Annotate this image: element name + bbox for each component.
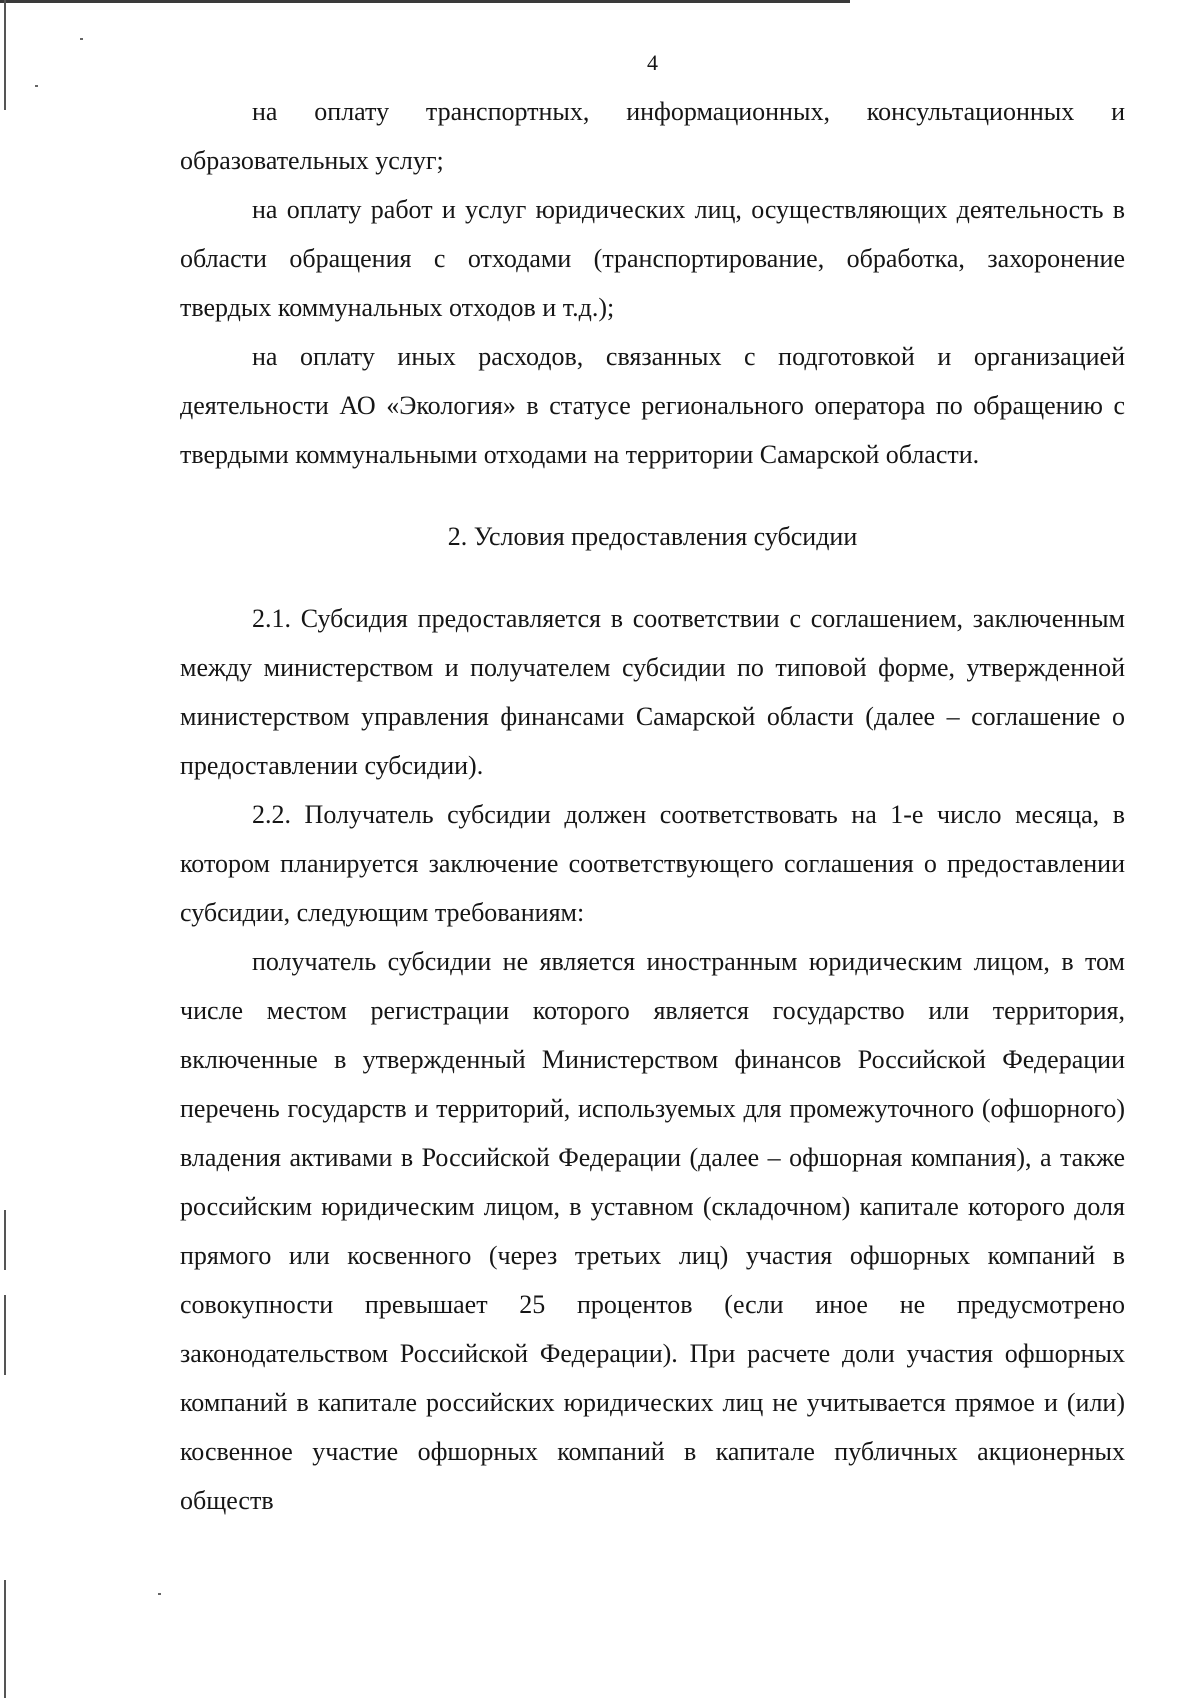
scan-speck [80, 38, 83, 40]
paragraph: на оплату транспортных, информационных, консультационных и образовательных услуг; [180, 97, 1125, 175]
scan-edge-left [4, 1210, 6, 1270]
scan-edge-left [4, 1580, 6, 1698]
section-heading: 2. Условия предоставления субсидии [447, 522, 858, 551]
scan-speck [35, 85, 38, 87]
paragraph: 2.1. Субсидия предоставляется в соответствии с соглашением, заключенным между министерством и получателем субсидии по типовой форме, утвержденной министерством управления финансами Самарской области (далее – соглашение о предоставлении субсидии). [180, 604, 1125, 780]
page-number: 4 [647, 50, 658, 75]
paragraph: получатель субсидии не является иностранным юридическим лицом, в том числе местом регистрации которого является государство или территория, включенные в утвержденный Министерством финансов Российской Федерации перечень государств и территорий, используемых для промежуточного (офшорного) владения активами в Российской Федерации (далее – офшорная компания), а также российским юридическим лицом, в уставном (складочном) капитале которого доля прямого или косвенного (через третьих лиц) участия офшорных компаний в совокупности превышает 25 процентов (если иное не предусмотрено законодательством Российской Федерации). При расчете доли участия офшорных компаний в капитале российских юридических лиц не учитывается прямое и (или) косвенное участие офшорных компаний в капитале публичных акционерных обществ [180, 947, 1125, 1515]
document-body [180, 87, 1125, 1525]
scan-speck [158, 1593, 161, 1595]
paragraph: 2.2. Получатель субсидии должен соответствовать на 1-е число месяца, в котором планируется заключение соответствующего соглашения о предоставлении субсидии, следующим требованиям: [180, 800, 1125, 927]
scan-edge-left [4, 1295, 6, 1375]
paragraph: на оплату работ и услуг юридических лиц, осуществляющих деятельность в области обращения с отходами (транспортирование, обработка, захоронение твердых коммунальных отходов и т.д.); [180, 195, 1125, 322]
paragraph: на оплату иных расходов, связанных с подготовкой и организацией деятельности АО «Экология» в статусе регионального оператора по обращению с твердыми коммунальными отходами на территории Самарской области. [180, 342, 1125, 469]
scan-edge-top [0, 0, 850, 3]
